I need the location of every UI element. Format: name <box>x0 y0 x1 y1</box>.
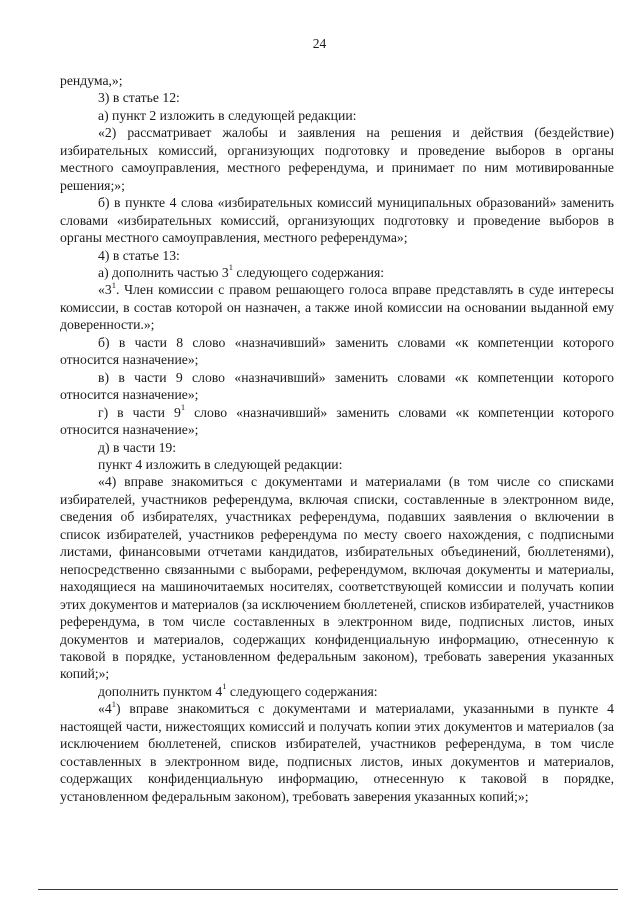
paragraph: «4) вправе знакомиться с документами и материалами (в том числе со списками избирателей, участников референдума, включая списки, составленные в электронном виде, сведения об избирателях, участниках референдума, подавших заявления о включении в список избирателей, участников референдума по месту своего нахождения, с подписными листами, финансовыми отчетами кандидатов, избирательных объединений, бюллетенями), непосредственно связанными с выборами, референдумом, включая документы и материалы, находящиеся на машиночитаемых носителях, соответствующей комиссии и получать копии этих документов и материалов (за исключением бюллетеней, списков избирателей, участников референдума, в том числе составленных в электронном виде, подписных листов, иных документов и материалов, содержащих конфиденциальную информацию, отнесенную к таковой в порядке, установленном федеральным законом), требовать заверения указанных копий;»; <box>60 474 614 682</box>
paragraph-text: слово «назначивший» заменить словами «к компетенции которого относится назначение»; <box>60 404 614 438</box>
footer-divider <box>38 889 618 890</box>
superscript: 1 <box>222 681 227 692</box>
superscript: 1 <box>180 402 186 413</box>
paragraph-text: ) вправе знакомиться с документами и материалами, указанными в пункте 4 настоящей части, нижестоящих комиссий и получать копии этих документов и материалов (за исключением бюллетеней, списков избирателей, участников референдума, в том числе составленных в электронном виде, подписных листов, иных документов и материалов, содержащих конфиденциальную информацию, отнесенную к таковой в порядке, установленном федеральным законом), требовать заверения указанных копий;»; <box>60 701 614 804</box>
paragraph: «2) рассматривает жалобы и заявления на решения и действия (бездействие) избирательных комиссий, организующих подготовку и проведение выборов в органы местного самоуправления, местного референдума, и принимает по ним мотивированные решения;»; <box>60 125 614 193</box>
superscript: 1 <box>111 698 116 709</box>
paragraph-text: а) дополнить частью 3 <box>98 264 229 280</box>
paragraph <box>60 700 614 805</box>
paragraph <box>60 683 614 700</box>
document-body <box>60 72 614 805</box>
paragraph: 3) в статье 12: <box>98 90 180 106</box>
paragraph: а) пункт 2 изложить в следующей редакции: <box>98 107 357 123</box>
paragraph: б) в пункте 4 слова «избирательных комиссий муниципальных образований» заменить словами «избирательных комиссий, организующих подготовку и проведение выборов в органы местного самоуправления, местного референдума»; <box>60 195 614 246</box>
paragraph <box>60 281 614 333</box>
paragraph-text: . Член комиссии с правом решающего голоса вправе представлять в суде интересы комиссии, в состав которой он назначен, а также иной комиссии на основании выданной ему доверенности.»; <box>60 282 614 333</box>
paragraph <box>60 404 614 439</box>
paragraph <box>60 264 614 281</box>
paragraph: д) в части 19: <box>98 439 177 455</box>
paragraph: в) в части 9 слово «назначивший» заменить словами «к компетенции которого относится назначение»; <box>60 369 614 403</box>
paragraph-text: дополнить пунктом 4 <box>98 683 223 699</box>
paragraph-text: следующего содержания: <box>226 683 378 699</box>
paragraph-text: г) в части 9 <box>98 404 181 420</box>
page-number: 24 <box>312 36 327 51</box>
paragraph: б) в части 8 слово «назначивший» заменить словами «к компетенции которого относится назначение»; <box>60 334 614 368</box>
superscript: 1 <box>228 262 233 273</box>
paragraph: 4) в статье 13: <box>98 247 180 263</box>
paragraph-text: «4 <box>98 701 112 717</box>
paragraph-text: следующего содержания: <box>232 264 385 280</box>
paragraph: рендума,»; <box>60 73 123 88</box>
paragraph-text: «3 <box>98 282 112 298</box>
paragraph: пункт 4 изложить в следующей редакции: <box>98 456 343 472</box>
superscript: 1 <box>111 279 116 290</box>
